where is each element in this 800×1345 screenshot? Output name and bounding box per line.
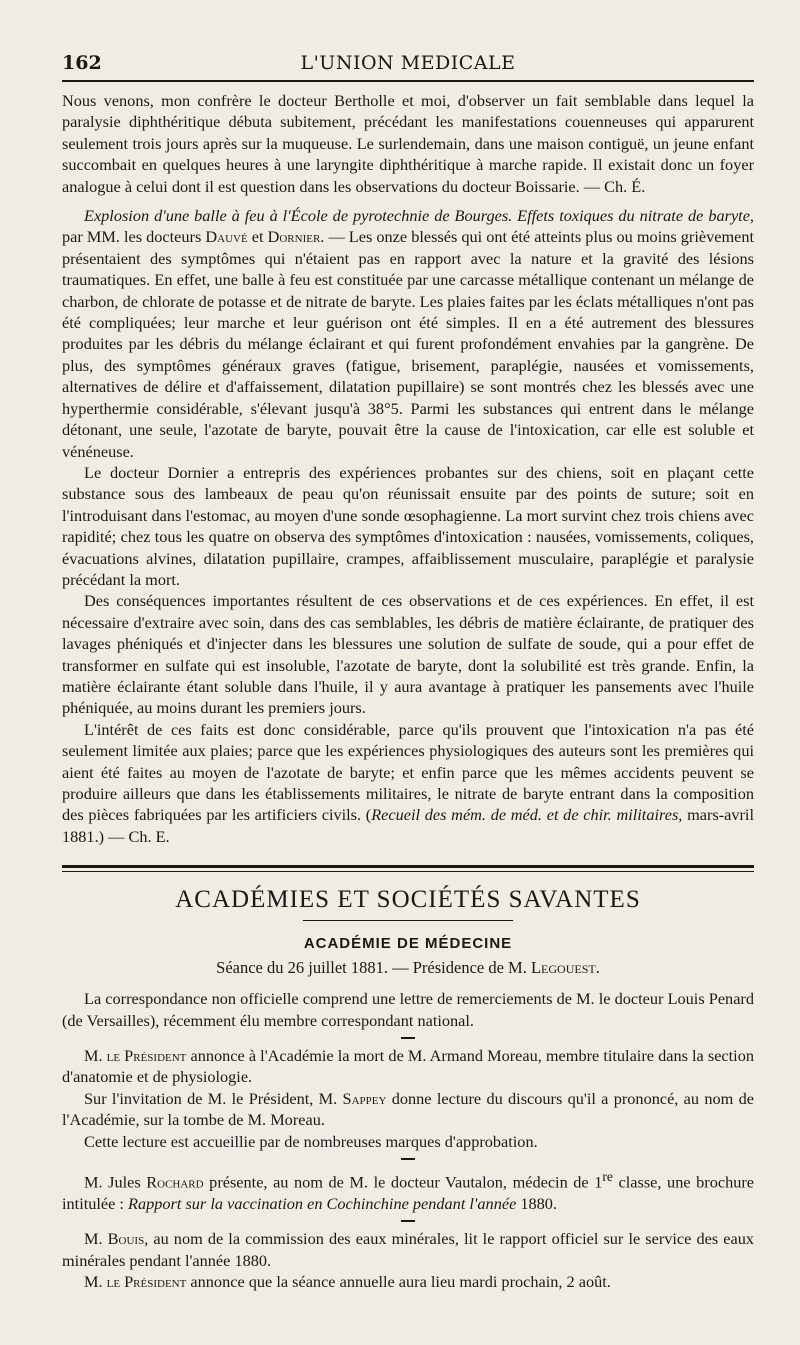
article2-paragraph-3: Des conséquences importantes résultent de ces observations et de ces expériences. En effet, il est nécessaire d'extraire avec soin, dans des cas semblables, les débris de matière éclairante, de pratiquer des lavages phéniqués et d'injecter dans les blessures une solution de sulfate de soude, qui a pour effet de transformer en sulfate qui est insoluble, l'azotate de baryte, dont la solubilité est très grande. Enfin, la matière éclairante étant soluble dans l'huile, il y aura avantage à pratiquer les pansements avec l'huile phéniquée, au moins durant les premiers jours. <box>62 591 754 718</box>
president-name: Legouest <box>530 958 596 978</box>
page-number: 162 <box>62 52 102 74</box>
section-divider <box>62 865 754 872</box>
journal-title: L'UNION MEDICALE <box>300 52 516 74</box>
separator-dash <box>401 1037 415 1039</box>
article2-title: Explosion d'une balle à feu à l'École de pyrotechnie de Bourges. Effets toxiques du nitrate de baryte, <box>84 206 754 226</box>
source-citation: Recueil des mém. de méd. et de chir. militaires, <box>371 805 683 825</box>
section-title-rule <box>303 920 513 921</box>
minutes-correspondence: La correspondance non officielle comprend une lettre de remerciements de M. le docteur Louis Penard (de Versailles), récemment élu membre correspondant national. <box>62 989 754 1030</box>
minutes-approval: Cette lecture est accueillie par de nombreuses marques d'approbation. <box>84 1131 538 1151</box>
page-header <box>62 52 754 80</box>
article2-paragraph-1: Explosion d'une balle à feu à l'École de pyrotechnie de Bourges. Effets toxiques du nitrate de baryte, par MM. les docteurs Dauvé et Dornier. — Les onze blessés qui ont été atteints plus ou moins grièvement présentaient des symptômes qui n'étaient pas en rapport avec la nature et la gravité des lésions traumatiques. En effet, une balle à feu est constituée par une carcasse métallique contenant un mélange de charbon, de chlorate de potasse et de nitrate de baryte. Les plaies faites par les éclats métalliques n'ont pas été compliquées; leur marche et leur guérison ont été simples. Il en a été autrement des blessures produites par les débris du mélange éclairant et qui furent profondément envahies par la gangrène. De plus, des symptômes généraux graves (fatigue, brisement, paraplégie, nausées et vomissements, alternatives de délire et d'affaissement, dilatation pupillaire) se sont montrés chez les blessés avec une hyperthermie considérable, s'élevant jusqu'à 38°5. Parmi les substances qui entrent dans le mélange détonant, une seule, l'azotate de baryte, pouvait être la cause de l'intoxication, car elle est soluble et vénéneuse. <box>62 206 755 461</box>
minutes-bouis-report: M. Bouis, au nom de la commission des eaux minérales, lit le rapport officiel sur le service des eaux minérales pendant l'année 1880. <box>62 1229 755 1270</box>
separator-dash <box>401 1158 415 1160</box>
seance-line: Séance du 26 juillet 1881. — Présidence de M. Legouest. <box>216 958 600 978</box>
minutes-annual-session: M. le Président annonce que la séance annuelle aura lieu mardi prochain, 2 août. <box>84 1272 611 1292</box>
journal-page <box>62 52 754 1293</box>
article2-paragraph-2: Le docteur Dornier a entrepris des expériences probantes sur des chiens, soit en plaçant cette substance sous des lambeaux de peau qu'on réunissait ensuite par des points de suture; soit en l'introduisant dans l'estomac, au moyen d'une sonde œsophagienne. La mort survint chez trois chiens avec rapidité; chez tous les quatre on observa des symptômes d'intoxication : nausées, vomissements, coliques, évacuations alvines, dilatation pupillaire, crampes, affaiblissement musculaire, paraplégie et paralysie précédant la mort. <box>62 462 754 589</box>
minutes-rochard-brochure: M. Jules Rochard présente, au nom de M. le docteur Vautalon, médecin de 1re classe, une brochure intitulée : Rapport sur la vaccination en Cochinchine pendant l'année 1880. <box>62 1169 755 1213</box>
author-dornier: Dornier <box>267 227 321 247</box>
separator-dash <box>401 1220 415 1222</box>
section-title: ACADÉMIES ET SOCIÉTÉS SAVANTES <box>175 886 641 914</box>
subsection-title: ACADÉMIE DE MÉDECINE <box>303 935 513 953</box>
article1-paragraph: Nous venons, mon confrère le docteur Bertholle et moi, d'observer un fait semblable dans lequel la paralysie diphthéritique débuta subitement, précédant les manifestations couenneuses qui apparurent seulement trois jours après sur la muqueuse. Le surlendemain, dans une maison contiguë, un jeune enfant succombait en quelques heures à une laryngite diphthéritique à marche rapide. Il existait donc un foyer analogue à celui dont il est question dans les observations du docteur Boissarie. — Ch. É. <box>62 91 754 196</box>
header-rule <box>62 80 754 82</box>
article2-paragraph-4: L'intérêt de ces faits est donc considérable, parce qu'ils prouvent que l'intoxication n'a pas été seulement limitée aux plaies; parce que les expériences physiologiques des auteurs sont les premières qui aient été faites au moyen de l'azotate de baryte; et enfin parce que les mêmes accidents peuvent se produire ailleurs que dans les établissements militaires, le nitrate de baryte entrant dans la composition des pièces fabriquées par les artificiers civils. (Recueil des mém. de méd. et de chir. militaires, mars-avril 1881.) — Ch. E. <box>62 719 754 846</box>
minutes-sappey-speech: Sur l'invitation de M. le Président, M. Sappey donne lecture du discours qu'il a prononcé, au nom de l'Académie, sur la tombe de M. Moreau. <box>62 1088 754 1130</box>
author-dauve: Dauvé <box>205 227 248 247</box>
minutes-president-announcement: M. le Président annonce à l'Académie la mort de M. Armand Moreau, membre titulaire dans la section d'anatomie et de physiologie. <box>62 1046 754 1087</box>
